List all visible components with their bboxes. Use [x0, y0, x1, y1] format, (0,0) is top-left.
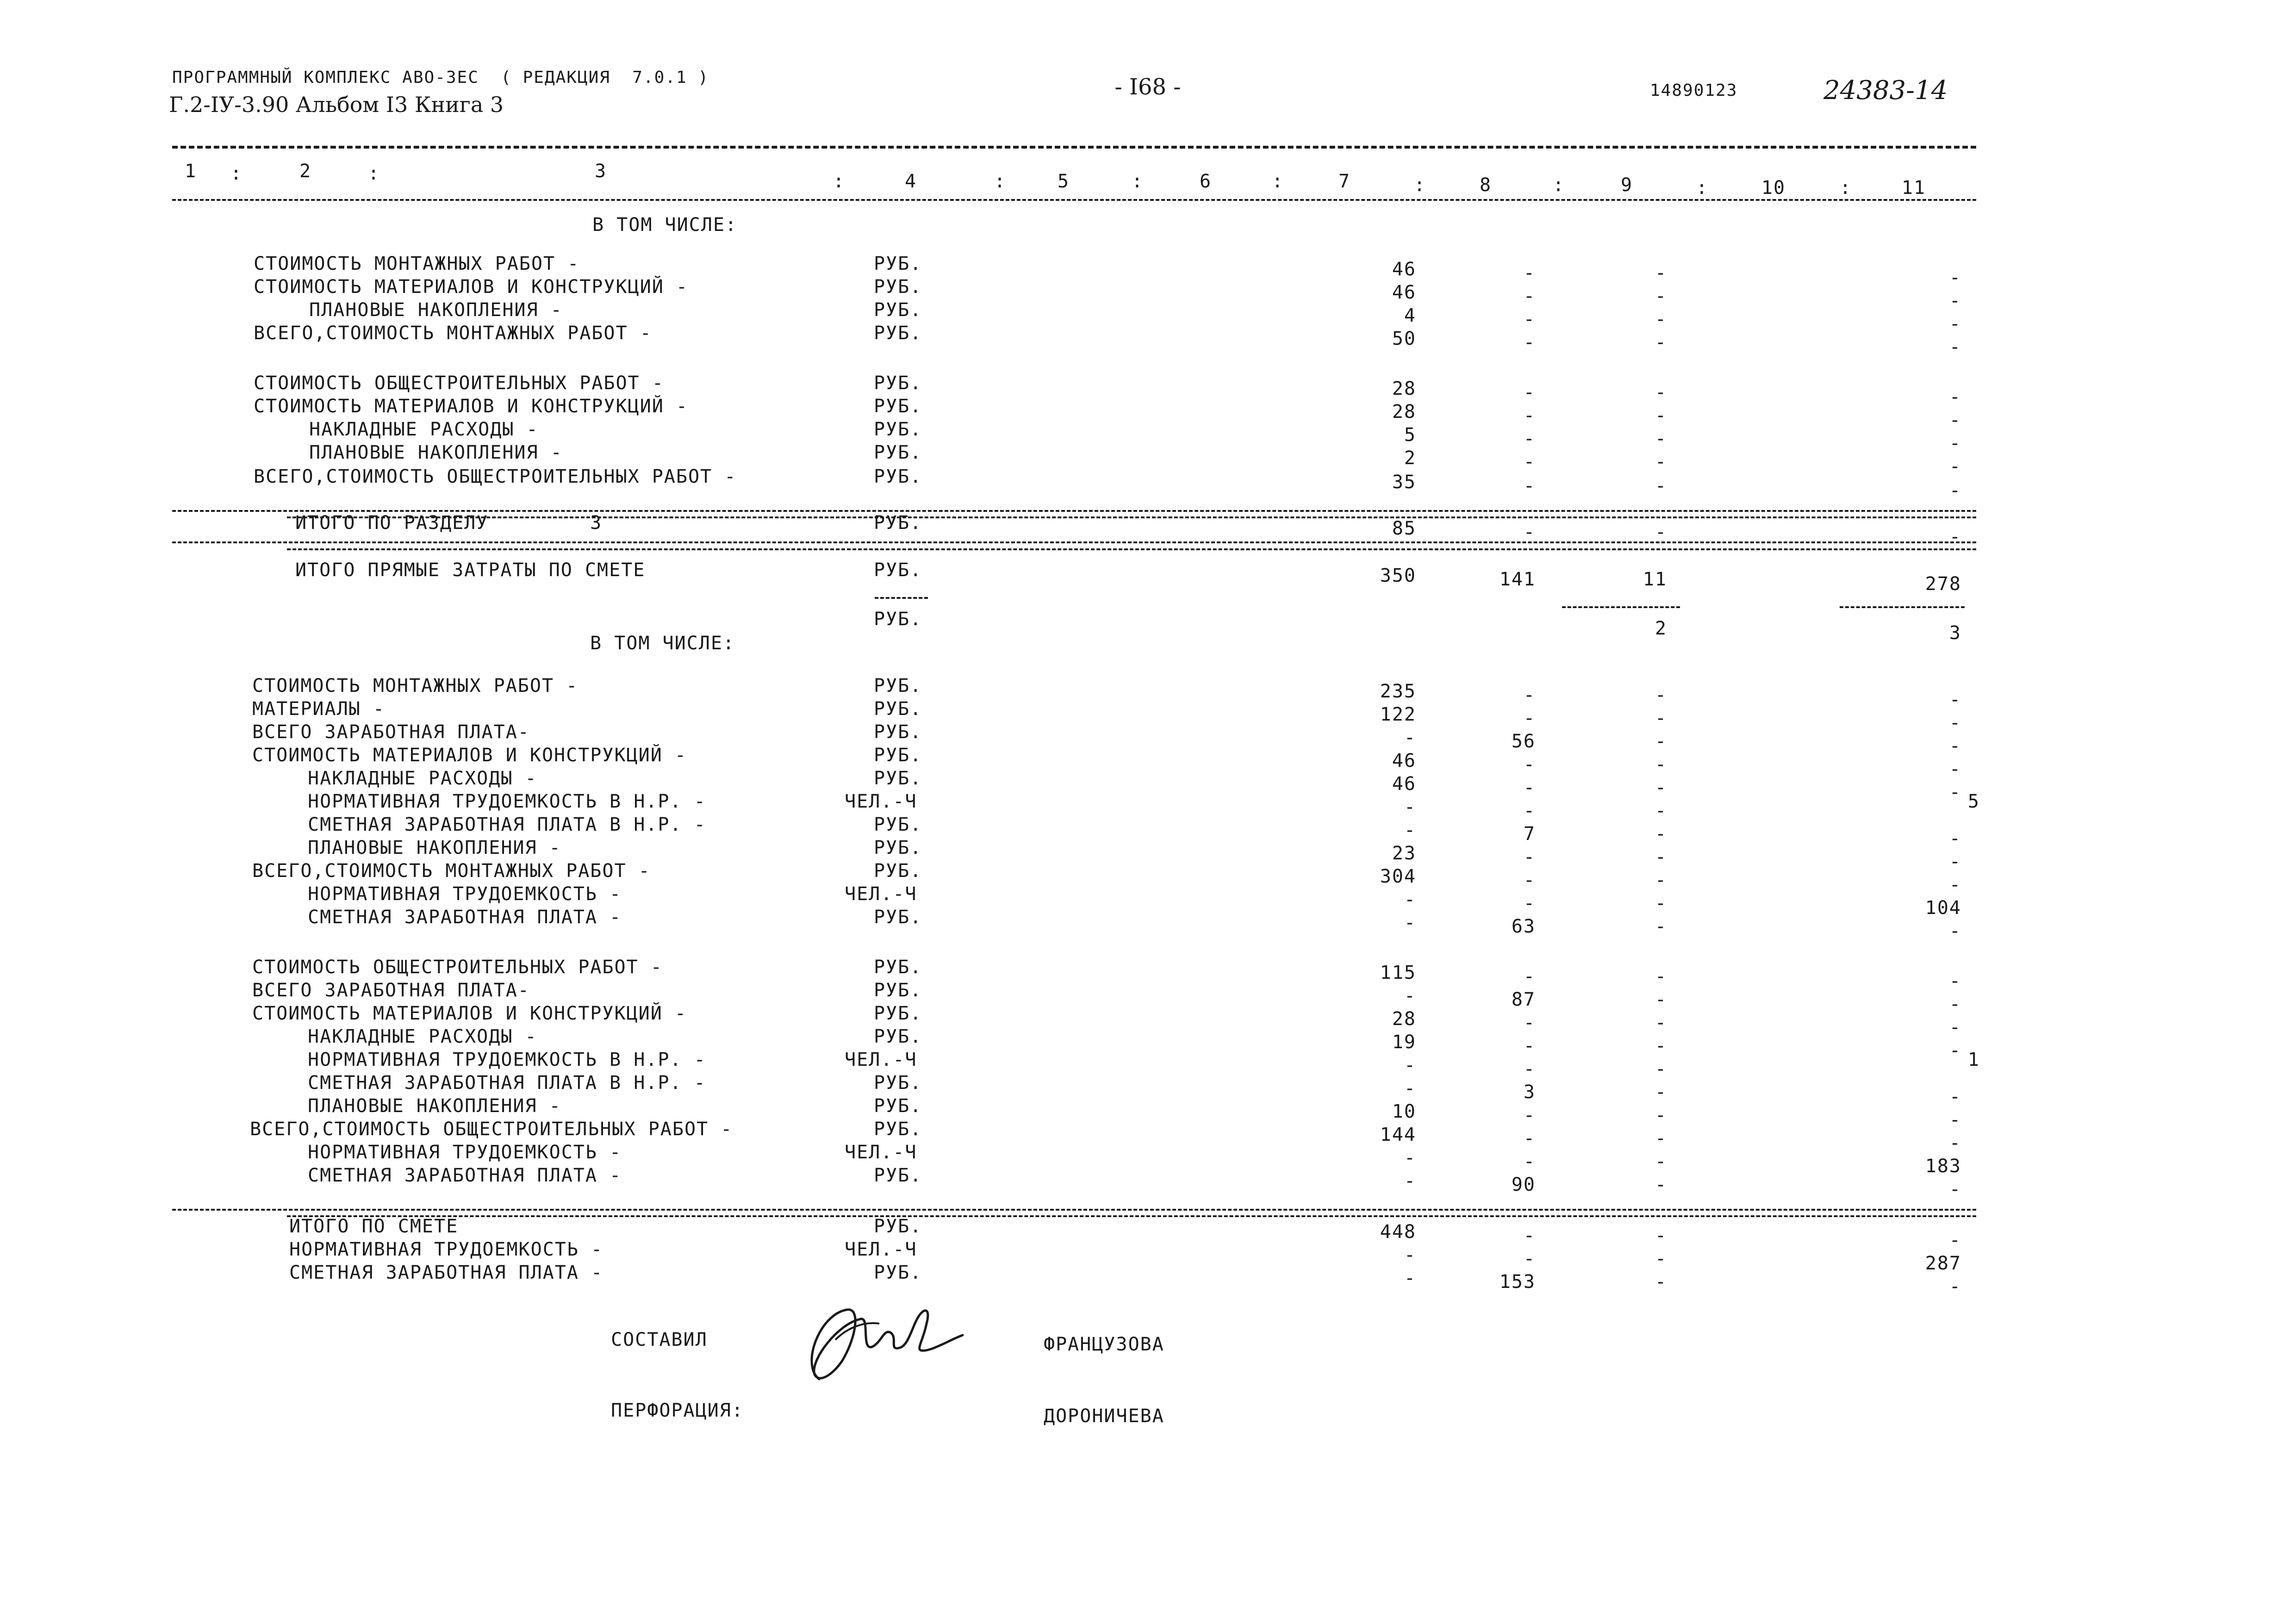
row-value-col8: - — [1523, 870, 1536, 891]
row-value-col7: - — [1404, 727, 1416, 748]
row-value-col7: 23 — [1392, 843, 1416, 864]
row-value-col7: - — [1404, 1078, 1416, 1099]
row-unit: РУБ. — [874, 396, 922, 417]
row-value-col11: - — [1949, 712, 1961, 734]
row-value-col9: - — [1655, 708, 1667, 729]
row-value-col11: - — [1949, 410, 1961, 431]
row-value-col9: - — [1655, 823, 1667, 845]
row-value-col7: - — [1404, 912, 1416, 933]
row-value-col7: - — [1404, 1147, 1416, 1169]
column-header: 6 — [1199, 171, 1212, 192]
row-value-col9: - — [1655, 1105, 1667, 1126]
row-value-col8: - — [1523, 893, 1536, 914]
row-label: НАКЛАДНЫЕ РАСХОДЫ - — [308, 768, 537, 789]
table-top-rule — [172, 146, 1976, 149]
row-label: СМЕТНАЯ ЗАРАБОТНАЯ ПЛАТА - — [308, 1165, 622, 1186]
row-value-col7: 85 — [1392, 518, 1416, 539]
row-value-col7: - — [1404, 1244, 1416, 1266]
row-value-col8: - — [1523, 475, 1536, 497]
row-value-col11: - — [1949, 1086, 1961, 1107]
row-value-col9: - — [1655, 405, 1667, 426]
row-value-col8: - — [1523, 332, 1536, 353]
row-value-col7: 10 — [1392, 1101, 1416, 1122]
column-header: 10 — [1761, 177, 1786, 199]
row-value-col9: - — [1655, 893, 1667, 914]
direct-costs-label: ИТОГО ПРЯМЫЕ ЗАТРАТЫ ПО СМЕТЕ — [295, 560, 646, 581]
row-value-col7: 4 — [1404, 305, 1416, 326]
row-unit: ЧЕЛ.-Ч — [845, 883, 917, 905]
row-label: СТОИМОСТЬ МОНТАЖНЫХ РАБОТ - — [252, 675, 579, 696]
column-header: 4 — [904, 171, 917, 192]
row-value-col9: - — [1655, 382, 1667, 403]
row-unit: РУБ. — [874, 419, 922, 440]
row-unit: РУБ. — [874, 323, 922, 344]
row-label: СМЕТНАЯ ЗАРАБОТНАЯ ПЛАТА В Н.Р. - — [308, 1072, 706, 1094]
row-value-col7: 28 — [1392, 378, 1416, 399]
program-title: ПРОГРАММНЫЙ КОМПЛЕКС АВО-ЗЕС ( РЕДАКЦИЯ 7.0.1 ) — [172, 68, 709, 87]
row-value-col8: - — [1523, 309, 1536, 330]
row-unit: РУБ. — [874, 276, 922, 298]
row-value-col7: 46 — [1392, 259, 1416, 280]
row-value-col9: - — [1655, 916, 1667, 937]
row-value-col9: - — [1655, 309, 1667, 330]
column-header: 7 — [1338, 171, 1351, 192]
row-unit: РУБ. — [874, 721, 922, 743]
row-unit: РУБ. — [874, 814, 922, 835]
row-value-col11: - — [1949, 386, 1961, 408]
row-label: НОРМАТИВНАЯ ТРУДОЕМКОСТЬ В Н.Р. - — [308, 1049, 706, 1070]
row-value-col9: - — [1655, 475, 1667, 497]
row-value-col9: - — [1655, 800, 1667, 821]
row-value-col8: - — [1523, 1105, 1536, 1126]
row-label: СМЕТНАЯ ЗАРАБОТНАЯ ПЛАТА - — [289, 1262, 604, 1283]
row-value-col11: 278 — [1925, 573, 1961, 595]
subsection-heading: В ТОМ ЧИСЛЕ: — [590, 633, 735, 654]
row-value-col9: - — [1655, 989, 1667, 1010]
column-header: 5 — [1057, 171, 1070, 192]
row-value-col11: - — [1949, 1276, 1961, 1297]
row-value-col9: - — [1655, 1151, 1667, 1172]
row-value-col7: 19 — [1392, 1032, 1416, 1053]
row-label: ВСЕГО,СТОИМОСТЬ МОНТАЖНЫХ РАБОТ - — [254, 323, 652, 344]
row-value-col11: 183 — [1925, 1156, 1961, 1177]
row-unit: РУБ. — [874, 860, 922, 882]
row-value-col7: 5 — [1404, 424, 1416, 446]
row-value-col11: - — [1949, 526, 1961, 547]
row-unit: РУБ. — [874, 1026, 922, 1047]
row-value-col9: - — [1655, 522, 1667, 543]
row-value-col11: 3 — [1949, 622, 1961, 644]
row-label: НОРМАТИВНАЯ ТРУДОЕМКОСТЬ - — [289, 1239, 604, 1260]
row-label: ПЛАНОВЫЕ НАКОПЛЕНИЯ - — [308, 837, 561, 858]
row-unit: РУБ. — [874, 745, 922, 766]
row-value-col11: - — [1949, 828, 1961, 849]
row-value-col8: 56 — [1511, 731, 1536, 752]
row-unit: РУБ. — [874, 1262, 922, 1283]
row-value-col11: 287 — [1925, 1253, 1961, 1274]
signature — [791, 1296, 967, 1393]
row-label: НАКЛАДНЫЕ РАСХОДЫ - — [308, 1026, 537, 1047]
row-value-col11: 104 — [1925, 897, 1961, 919]
row-unit: РУБ. — [874, 299, 922, 321]
row-value-col11: - — [1949, 994, 1961, 1015]
row-label: ВСЕГО,СТОИМОСТЬ ОБЩЕСТРОИТЕЛЬНЫХ РАБОТ - — [254, 466, 737, 487]
row-unit: ЧЕЛ.-Ч — [845, 1142, 917, 1163]
row-value-col9: - — [1655, 1082, 1667, 1103]
row-value-col9: 2 — [1655, 618, 1667, 639]
row-value-col7: 2 — [1404, 448, 1416, 469]
row-value-col9: - — [1655, 1225, 1667, 1246]
row-unit: РУБ. — [874, 466, 922, 487]
row-label: ПЛАНОВЫЕ НАКОПЛЕНИЯ - — [308, 1095, 561, 1117]
row-value-col11: - — [1949, 313, 1961, 335]
handwritten-number: 24383-14 — [1823, 75, 1948, 106]
section-total-label: ИТОГО ПО РАЗДЕЛУ — [295, 512, 489, 534]
row-value-col9: - — [1655, 1174, 1667, 1195]
row-value-col8: - — [1523, 708, 1536, 729]
grand-total-rule — [287, 1215, 1976, 1217]
row-value-col9: - — [1655, 428, 1667, 449]
row-value-col11: 5 — [1967, 791, 1980, 812]
row-label: ВСЕГО,СТОИМОСТЬ МОНТАЖНЫХ РАБОТ - — [252, 860, 651, 882]
row-label: СМЕТНАЯ ЗАРАБОТНАЯ ПЛАТА В Н.Р. - — [308, 814, 706, 835]
row-value-col7: 28 — [1392, 401, 1416, 423]
row-value-col8: 153 — [1499, 1271, 1536, 1293]
perforation-label: ПЕРФОРАЦИЯ: — [611, 1400, 744, 1421]
row-value-col11: - — [1949, 456, 1961, 477]
row-label: СТОИМОСТЬ МАТЕРИАЛОВ И КОНСТРУКЦИЙ - — [252, 1003, 687, 1024]
row-unit: РУБ. — [874, 675, 922, 696]
row-unit: РУБ. — [874, 957, 922, 978]
row-unit: РУБ. — [874, 512, 922, 534]
column-header: 3 — [594, 161, 607, 182]
row-unit: РУБ. — [874, 1119, 922, 1140]
row-value-col7: - — [1404, 1055, 1416, 1076]
row-value-col8: - — [1523, 684, 1536, 706]
row-value-col8: - — [1523, 1225, 1536, 1246]
column-header-rule — [172, 199, 1976, 201]
row-value-col9: - — [1655, 1012, 1667, 1033]
row-label: СТОИМОСТЬ МАТЕРИАЛОВ И КОНСТРУКЦИЙ - — [254, 396, 688, 417]
row-value-col8: 3 — [1523, 1082, 1536, 1103]
row-label: ПЛАНОВЫЕ НАКОПЛЕНИЯ - — [309, 299, 563, 321]
row-unit: ЧЕЛ.-Ч — [845, 1239, 917, 1260]
row-value-col7: - — [1404, 1268, 1416, 1289]
row-value-col8: - — [1523, 800, 1536, 821]
row-value-col8: - — [1523, 777, 1536, 798]
row-value-col8: 87 — [1511, 989, 1536, 1010]
column-header: 9 — [1620, 174, 1633, 196]
row-unit: РУБ. — [874, 768, 922, 789]
row-value-col8: - — [1523, 286, 1536, 307]
row-unit: РУБ. — [874, 560, 922, 581]
row-value-col9: - — [1655, 451, 1667, 473]
row-value-col11: - — [1949, 851, 1961, 872]
row-value-col8: - — [1523, 428, 1536, 449]
row-value-col11: - — [1949, 1017, 1961, 1038]
section-total-bottom-rule — [287, 548, 1976, 550]
row-value-col7: - — [1404, 820, 1416, 841]
row-unit: РУБ. — [874, 609, 922, 630]
compiled-by-name: ФРАНЦУЗОВА — [1044, 1334, 1164, 1355]
row-value-col8: - — [1523, 754, 1536, 775]
row-value-col8: - — [1523, 262, 1536, 284]
row-value-col9: - — [1655, 1058, 1667, 1080]
row-unit: ЧЕЛ.-Ч — [845, 791, 917, 812]
row-label: ИТОГО ПО СМЕТЕ — [289, 1216, 459, 1237]
row-value-col9: - — [1655, 846, 1667, 868]
compiled-by-label: СОСТАВИЛ — [611, 1329, 708, 1350]
row-value-col8: - — [1523, 1035, 1536, 1057]
row-value-col7: 235 — [1380, 681, 1416, 702]
row-value-col11: - — [1949, 874, 1961, 895]
row-unit: РУБ. — [874, 698, 922, 720]
row-value-col9: 11 — [1643, 569, 1667, 590]
row-value-col8: - — [1523, 451, 1536, 473]
row-value-col9: - — [1655, 870, 1667, 891]
document-code: 14890123 — [1650, 81, 1738, 100]
section-total-top-rule — [172, 510, 1976, 512]
row-value-col8: - — [1523, 846, 1536, 868]
row-value-col7: 35 — [1392, 472, 1416, 493]
row-value-col7: - — [1404, 985, 1416, 1007]
grand-total-rule — [172, 1209, 1976, 1211]
row-label: СТОИМОСТЬ ОБЩЕСТРОИТЕЛЬНЫХ РАБОТ - — [252, 957, 663, 978]
row-label: НОРМАТИВНАЯ ТРУДОЕМКОСТЬ В Н.Р. - — [308, 791, 706, 812]
perforation-name: ДОРОНИЧЕВА — [1044, 1405, 1164, 1427]
column-header: 2 — [299, 161, 312, 182]
row-value-col11: - — [1949, 290, 1961, 311]
row-label: ВСЕГО ЗАРАБОТНАЯ ПЛАТА- — [252, 980, 530, 1001]
row-value-col11: - — [1949, 1132, 1961, 1154]
row-value-col8: - — [1523, 382, 1536, 403]
row-value-col11: - — [1949, 1040, 1961, 1061]
row-value-col7: - — [1404, 1170, 1416, 1192]
row-value-col8: 90 — [1511, 1174, 1536, 1195]
row-value-col8: 7 — [1523, 823, 1536, 845]
row-value-col7: 350 — [1380, 565, 1416, 586]
column-header: 1 — [184, 161, 197, 182]
row-value-col9: - — [1655, 1271, 1667, 1293]
row-value-col11: - — [1949, 480, 1961, 501]
row-value-col9: - — [1655, 1248, 1667, 1269]
row-value-col11: - — [1949, 970, 1961, 992]
subsection-heading: В ТОМ ЧИСЛЕ: — [592, 214, 737, 236]
row-unit: РУБ. — [874, 1003, 922, 1024]
row-value-col7: - — [1404, 796, 1416, 818]
section-total-top-rule — [287, 516, 1976, 518]
row-value-col8: - — [1523, 966, 1536, 987]
row-label: НОРМАТИВНАЯ ТРУДОЕМКОСТЬ - — [308, 1142, 622, 1163]
section-total-bottom-rule — [172, 541, 1976, 543]
row-value-col9: - — [1655, 966, 1667, 987]
row-label: СТОИМОСТЬ МАТЕРИАЛОВ И КОНСТРУКЦИЙ - — [254, 276, 688, 298]
row-value-col7: 448 — [1380, 1221, 1416, 1243]
row-value-col9: - — [1655, 286, 1667, 307]
row-value-col11: - — [1949, 735, 1961, 757]
row-value-col7: 122 — [1380, 704, 1416, 725]
column-header: 11 — [1901, 177, 1926, 199]
row-value-col8: 63 — [1511, 916, 1536, 937]
row-value-col8: - — [1523, 1128, 1536, 1149]
row-value-col11: - — [1949, 267, 1961, 288]
row-value-col7: 46 — [1392, 282, 1416, 303]
row-value-col11: - — [1949, 1230, 1961, 1251]
row-label: СТОИМОСТЬ МОНТАЖНЫХ РАБОТ - — [254, 253, 580, 274]
subtotal-rule — [875, 597, 928, 599]
album-reference: Г.2-IУ-3.90 Альбом I3 Книга 3 — [169, 92, 504, 117]
row-value-col7: 46 — [1392, 773, 1416, 795]
row-value-col11: - — [1949, 759, 1961, 780]
subtotal-rule — [1840, 606, 1965, 608]
row-value-col11: - — [1949, 1109, 1961, 1131]
row-value-col9: - — [1655, 1128, 1667, 1149]
subtotal-rule — [1562, 606, 1680, 608]
row-label: НОРМАТИВНАЯ ТРУДОЕМКОСТЬ - — [308, 883, 622, 905]
row-value-col9: - — [1655, 684, 1667, 706]
row-value-col7: 28 — [1392, 1008, 1416, 1030]
row-value-col8: - — [1523, 522, 1536, 543]
row-label: СМЕТНАЯ ЗАРАБОТНАЯ ПЛАТА - — [308, 907, 622, 928]
row-value-col11: - — [1949, 433, 1961, 454]
row-label: НАКЛАДНЫЕ РАСХОДЫ - — [309, 419, 539, 440]
row-value-col9: - — [1655, 777, 1667, 798]
row-value-col9: - — [1655, 731, 1667, 752]
section-total-number: 3 — [590, 512, 603, 534]
row-label: ВСЕГО ЗАРАБОТНАЯ ПЛАТА- — [252, 721, 530, 743]
row-value-col11: - — [1949, 782, 1961, 803]
row-value-col11: - — [1949, 920, 1961, 942]
row-unit: РУБ. — [874, 373, 922, 394]
row-label: ВСЕГО,СТОИМОСТЬ ОБЩЕСТРОИТЕЛЬНЫХ РАБОТ - — [250, 1119, 733, 1140]
row-unit: РУБ. — [874, 837, 922, 858]
row-value-col9: - — [1655, 1035, 1667, 1057]
row-value-col9: - — [1655, 262, 1667, 284]
row-value-col8: - — [1523, 1248, 1536, 1269]
row-unit: РУБ. — [874, 253, 922, 274]
page-number: - I68 - — [1114, 74, 1181, 100]
row-value-col8: - — [1523, 1058, 1536, 1080]
row-unit: РУБ. — [874, 907, 922, 928]
column-header: 8 — [1479, 174, 1492, 196]
row-value-col11: - — [1949, 336, 1961, 358]
row-unit: РУБ. — [874, 1216, 922, 1237]
row-value-col8: 141 — [1499, 569, 1536, 590]
row-value-col7: 144 — [1380, 1124, 1416, 1145]
row-unit: РУБ. — [874, 1072, 922, 1094]
row-value-col8: - — [1523, 405, 1536, 426]
row-value-col11: - — [1949, 689, 1961, 710]
row-unit: ЧЕЛ.-Ч — [845, 1049, 917, 1070]
row-value-col8: - — [1523, 1012, 1536, 1033]
row-unit: РУБ. — [874, 980, 922, 1001]
row-value-col7: 46 — [1392, 750, 1416, 771]
row-value-col7: 115 — [1380, 962, 1416, 983]
row-label: СТОИМОСТЬ ОБЩЕСТРОИТЕЛЬНЫХ РАБОТ - — [254, 373, 664, 394]
row-value-col7: 304 — [1380, 866, 1416, 887]
row-label: ПЛАНОВЫЕ НАКОПЛЕНИЯ - — [309, 442, 563, 463]
row-value-col11: 1 — [1967, 1049, 1980, 1070]
row-label: МАТЕРИАЛЫ - — [252, 698, 385, 720]
row-value-col7: - — [1404, 889, 1416, 910]
row-value-col8: - — [1523, 1151, 1536, 1172]
row-value-col9: - — [1655, 332, 1667, 353]
row-value-col7: 50 — [1392, 328, 1416, 349]
row-label: СТОИМОСТЬ МАТЕРИАЛОВ И КОНСТРУКЦИЙ - — [252, 745, 687, 766]
row-unit: РУБ. — [874, 1165, 922, 1186]
row-value-col11: - — [1949, 1179, 1961, 1200]
row-unit: РУБ. — [874, 442, 922, 463]
row-unit: РУБ. — [874, 1095, 922, 1117]
row-value-col9: - — [1655, 754, 1667, 775]
